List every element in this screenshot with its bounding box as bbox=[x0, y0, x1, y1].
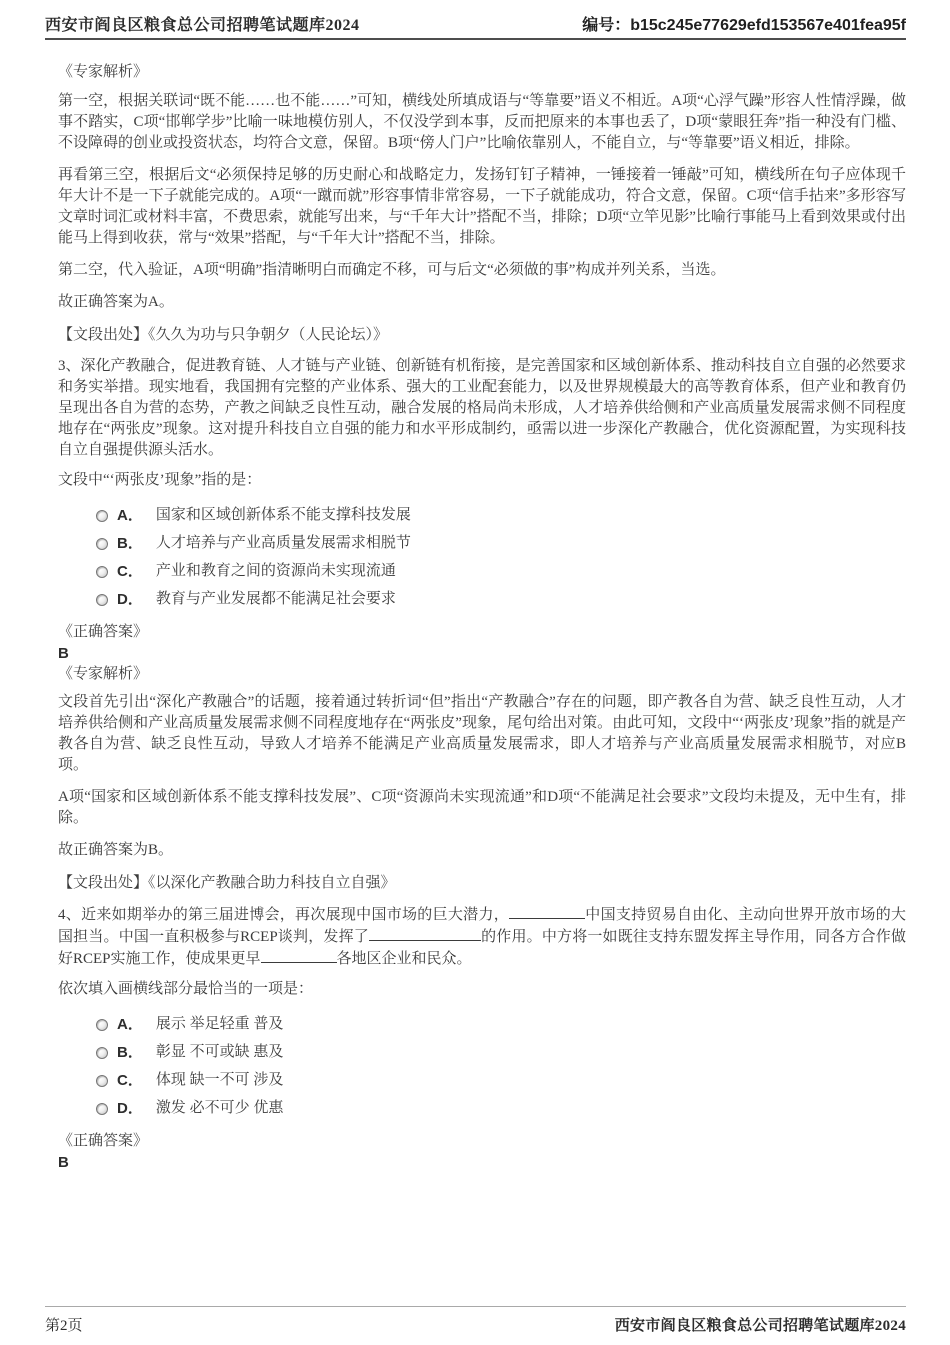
stem-text: 4、近来如期举办的第三届进博会，再次展现中国市场的巨大潜力， bbox=[58, 907, 510, 923]
question-stem: 3、深化产教融合，促进教育链、人才链与产业链、创新链有机衔接，是完善国家和区域创新体系、推动科技自立自强的必然要求和务实举措。现实地看，我国拥有完整的产业体系、强大的工业配套能力，以及世界规模最大的高等教育体系，但产业和教育仍呈现出各自为营的态势，产教之间缺乏良性互动，融合发展的格局尚未形成，人才培养供给侧和产业高质量发展需求侧不同程度地存在“两张皮”现象。这对提升科技自立自强的能力和水平形成制约，亟需以进一步深化产教融合，优化资源配置，为实现科技自立自强提供源头活水。 bbox=[58, 358, 906, 458]
option-c[interactable] bbox=[96, 561, 906, 582]
option-letter: B． bbox=[117, 535, 143, 552]
option-b[interactable] bbox=[96, 533, 906, 554]
page-footer bbox=[45, 1306, 906, 1335]
verdict-text: 故正确答案为A。 bbox=[58, 294, 174, 310]
answer-block bbox=[58, 622, 906, 685]
option-text: 国家和区域创新体系不能支撑科技发展 bbox=[155, 507, 411, 523]
option-a[interactable] bbox=[96, 505, 906, 526]
answer-block bbox=[58, 1131, 906, 1173]
correct-answer-value: B bbox=[58, 645, 69, 662]
radio-icon[interactable] bbox=[96, 538, 108, 550]
stem-text: 各地区企业和民众。 bbox=[336, 951, 472, 967]
stem-text: 中国支持贸易自由化、主动向世界开放市场的大国担当。中国一直积极参与RCEP谈判，发挥了 bbox=[58, 907, 906, 945]
header-title: 西安市阎良区粮食总公司招聘笔试题库2024 bbox=[45, 17, 360, 34]
analysis-paragraph: 文段首先引出“深化产教融合”的话题，接着通过转折词“但”指出“产教融合”存在的问题，即产教各自为营、缺乏良性互动，人才培养供给侧和产业高质量发展需求侧不同程度地存在“两张皮”现象，尾句给出对策。由此可知，文段中“‘两张皮’现象”指的就是产教各自为营、缺乏良性互动，导致人才培养不能满足产业高质量发展需求，即人才培养与产业高质量发展需求相脱节，对应B项。 bbox=[58, 694, 906, 773]
options-list bbox=[58, 505, 906, 610]
expert-analysis-label: 《专家解析》 bbox=[58, 64, 149, 80]
question-prompt: 依次填入画横线部分最恰当的一项是： bbox=[58, 981, 314, 997]
page-number: 第2页 bbox=[45, 1318, 83, 1334]
radio-icon[interactable] bbox=[96, 510, 108, 522]
analysis-paragraph: 第二空，代入验证，A项“明确”指清晰明白而确定不移，可与后文“必须做的事”构成并列关系，当选。 bbox=[58, 262, 726, 278]
option-text: 产业和教育之间的资源尚未实现流通 bbox=[155, 563, 396, 579]
analysis-paragraph: 第一空，根据关联词“既不能……也不能……”可知，横线处所填成语与“等靠要”语义不相近。A项“心浮气躁”形容人性情浮躁，做事不踏实，C项“邯郸学步”比喻一味地模仿别人，不仅没学到本事，反而把原来的本事也丢了，D项“蒙眼狂奔”指一种没有门槛、不设障碍的创业或投资状态，均符合文意，保留。B项“傍人门户”比喻依靠别人，不能自立，与“等靠要”语义相近，排除。 bbox=[58, 93, 906, 151]
page-header bbox=[45, 12, 906, 40]
question-prompt: 文段中“‘两张皮’现象”指的是： bbox=[58, 472, 262, 488]
correct-answer-label: 《正确答案》 bbox=[58, 624, 149, 640]
option-text: 人才培养与产业高质量发展需求相脱节 bbox=[155, 535, 411, 551]
page-body bbox=[45, 40, 906, 1173]
option-text: 彰显 不可或缺 惠及 bbox=[155, 1044, 284, 1060]
option-text: 激发 必不可少 优惠 bbox=[155, 1100, 284, 1116]
stem-text: 的作用。中方将一如既往支持东盟发挥主导作用，同各方合作做好RCEP实施工作，使成果更早 bbox=[58, 929, 906, 967]
option-letter: D． bbox=[117, 591, 143, 608]
option-letter: D． bbox=[117, 1100, 143, 1117]
radio-icon[interactable] bbox=[96, 566, 108, 578]
option-text: 教育与产业发展都不能满足社会要求 bbox=[155, 591, 396, 607]
correct-answer-label: 《正确答案》 bbox=[58, 1133, 149, 1149]
analysis-paragraph: 再看第三空，根据后文“必须保持足够的历史耐心和战略定力，发扬钉钉子精神，一锤接着一锤敲”可知，横线所在句子应体现千年大计不是一下子就能完成的。A项“一蹴而就”形容事情非常容易，一下子就能成功，符合文意，保留。C项“信手拈来”多形容写文章时词汇或材料丰富，不费思索，就能写出来，与“千年大计”搭配不当，排除；D项“立竿见影”比喻行事能马上看到效果或付出能马上得到收获，常与“效果”搭配，与“千年大计”搭配不当，排除。 bbox=[58, 167, 906, 246]
option-letter: A． bbox=[117, 1016, 143, 1033]
option-d[interactable] bbox=[96, 589, 906, 610]
footer-title: 西安市阎良区粮食总公司招聘笔试题库2024 bbox=[614, 1318, 906, 1334]
radio-icon[interactable] bbox=[96, 1075, 108, 1087]
option-letter: B． bbox=[117, 1044, 143, 1061]
fill-in-blank bbox=[509, 904, 585, 919]
fill-in-blank bbox=[261, 948, 337, 963]
radio-icon[interactable] bbox=[96, 1019, 108, 1031]
option-text: 体现 缺一不可 涉及 bbox=[155, 1072, 284, 1088]
passage-source: 【文段出处】《以深化产教融合助力科技自立自强》 bbox=[58, 875, 396, 891]
passage-source: 【文段出处】《久久为功与只争朝夕（人民论坛）》 bbox=[58, 327, 389, 343]
verdict-text: 故正确答案为B。 bbox=[58, 842, 174, 858]
option-b[interactable] bbox=[96, 1042, 906, 1063]
option-a[interactable] bbox=[96, 1014, 906, 1035]
question-stem bbox=[58, 904, 906, 970]
radio-icon[interactable] bbox=[96, 594, 108, 606]
header-doc-number: 编号：b15c245e77629efd153567e401fea95f bbox=[582, 17, 906, 34]
option-c[interactable] bbox=[96, 1070, 906, 1091]
fill-in-blank bbox=[369, 926, 481, 941]
option-letter: C． bbox=[117, 563, 143, 580]
radio-icon[interactable] bbox=[96, 1103, 108, 1115]
option-d[interactable] bbox=[96, 1098, 906, 1119]
expert-analysis-label: 《专家解析》 bbox=[58, 666, 149, 682]
options-list bbox=[58, 1014, 906, 1119]
option-letter: A． bbox=[117, 507, 143, 524]
option-text: 展示 举足轻重 普及 bbox=[155, 1016, 284, 1032]
correct-answer-value: B bbox=[58, 1154, 69, 1171]
analysis-paragraph: A项“国家和区域创新体系不能支撑科技发展”、C项“资源尚未实现流通”和D项“不能满足社会要求”文段均未提及，无中生有，排除。 bbox=[58, 789, 906, 826]
option-letter: C． bbox=[117, 1072, 143, 1089]
radio-icon[interactable] bbox=[96, 1047, 108, 1059]
